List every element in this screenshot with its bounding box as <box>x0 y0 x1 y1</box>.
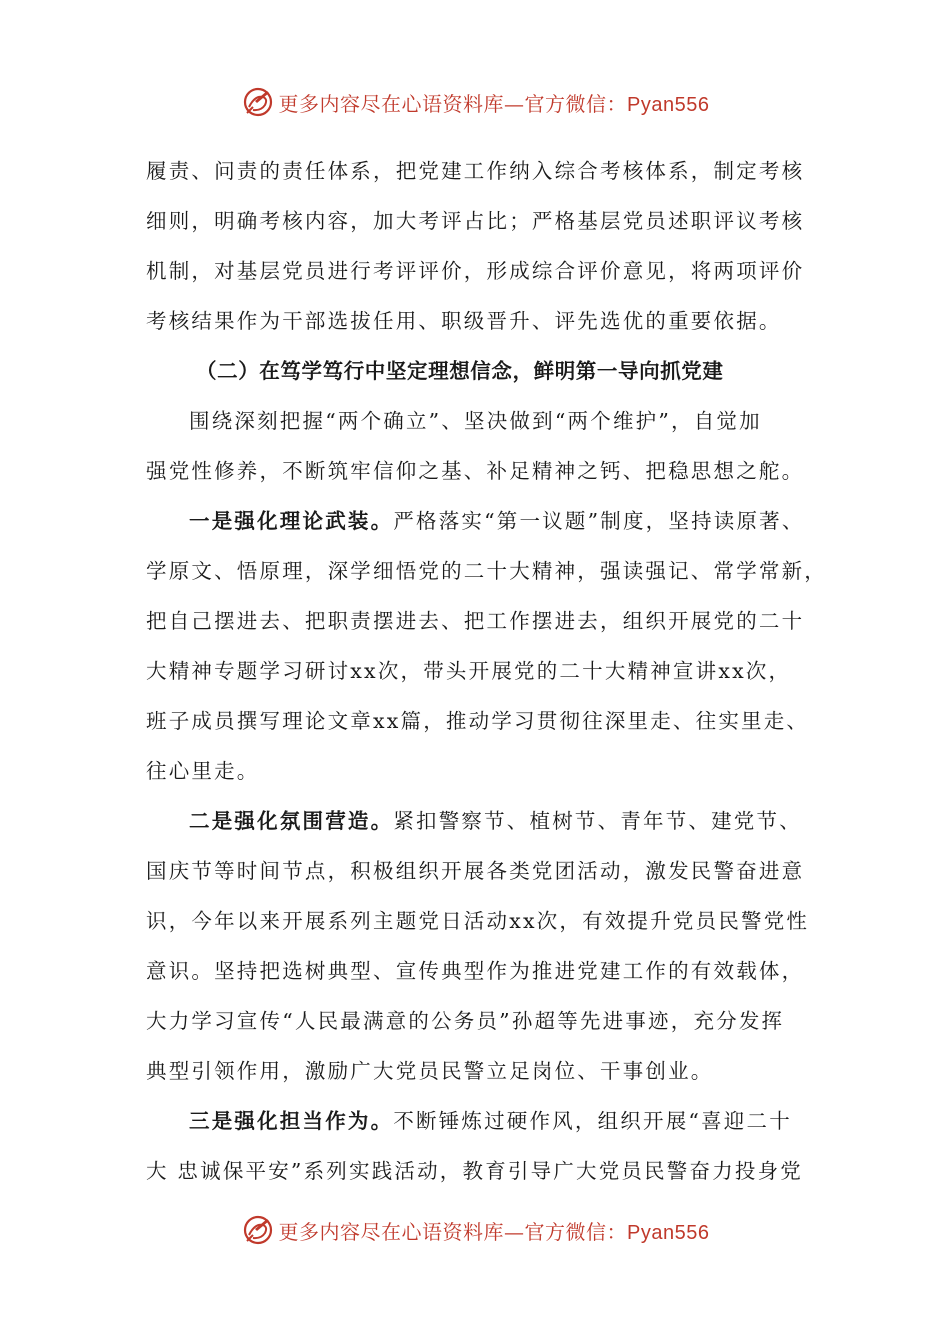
text-line: 机制，对基层党员进行考评评价，形成综合评价意见，将两项评价 <box>146 259 805 283</box>
paragraph-lead: 一是强化理论武装。 <box>189 509 394 533</box>
text-line: 班子成员撰写理论文章xx篇，推动学习贯彻往深里走、往实里走、 <box>146 709 810 733</box>
text-line: 围绕深刻把握“两个确立”、坚决做到“两个维护”，自觉加 <box>189 409 762 433</box>
watermark-text <box>279 88 710 117</box>
text-line: 学原文、悟原理，深学细悟党的二十大精神，强读强记、常学常新， <box>146 559 827 583</box>
text-line: 履责、问责的责任体系，把党建工作纳入综合考核体系，制定考核 <box>146 159 805 183</box>
text-line: 大力学习宣传“人民最满意的公务员”孙超等先进事迹，充分发挥 <box>146 1009 785 1033</box>
text-line: 考核结果作为干部选拔任用、职级晋升、评先选优的重要依据。 <box>146 309 782 333</box>
text-run: 严格落实“第一议题”制度，坚持读原著、 <box>393 509 805 533</box>
paragraph-first-line <box>146 1096 816 1146</box>
text-run: 紧扣警察节、植树节、青年节、建党节、 <box>393 809 802 833</box>
text-run: 不断锤炼过硬作风，组织开展“喜迎二十 <box>393 1109 792 1133</box>
watermark-banner-bottom <box>0 1210 950 1250</box>
text-line: 识，今年以来开展系列主题党日活动xx次，有效提升党员民警党性 <box>146 909 810 933</box>
pen-logo-icon <box>241 85 275 119</box>
text-line: 细则，明确考核内容，加大考评占比；严格基层党员述职评议考核 <box>146 209 805 233</box>
document-body <box>146 146 827 1196</box>
text-line: 把自己摆进去、把职责摆进去、把工作摆进去，组织开展党的二十 <box>146 609 805 633</box>
paragraph-first-line <box>146 796 816 846</box>
paragraph-lead: 二是强化氛围营造。 <box>189 809 394 833</box>
watermark-text <box>279 1216 710 1245</box>
pen-logo-icon <box>241 1213 275 1247</box>
section-heading: （二）在笃学笃行中坚定理想信念，鲜明第一导向抓党建 <box>196 359 724 383</box>
text-line: 大精神专题学习研讨xx次，带头开展党的二十大精神宣讲xx次， <box>146 659 792 683</box>
watermark-wechat-id: Pyan556 <box>627 1221 710 1244</box>
watermark-label: 更多内容尽在心语资料库—官方微信： <box>278 91 628 116</box>
text-line: 意识。坚持把选树典型、宣传典型作为推进党建工作的有效载体， <box>146 959 805 983</box>
watermark-label: 更多内容尽在心语资料库—官方微信： <box>278 1219 628 1244</box>
watermark-banner-top <box>0 82 950 122</box>
paragraph-lead: 三是强化担当作为。 <box>189 1109 394 1133</box>
text-line: 往心里走。 <box>146 759 260 783</box>
text-line: 典型引领作用，激励广大党员民警立足岗位、干事创业。 <box>146 1059 714 1083</box>
text-line: 大 忠诚保平安”系列实践活动，教育引导广大党员民警奋力投身党 <box>146 1159 803 1183</box>
text-line: 国庆节等时间节点，积极组织开展各类党团活动，激发民警奋进意 <box>146 859 805 883</box>
watermark-wechat-id: Pyan556 <box>627 93 710 116</box>
text-line: 强党性修养，不断筑牢信仰之基、补足精神之钙、把稳思想之舵。 <box>146 459 805 483</box>
paragraph-first-line <box>146 496 816 546</box>
